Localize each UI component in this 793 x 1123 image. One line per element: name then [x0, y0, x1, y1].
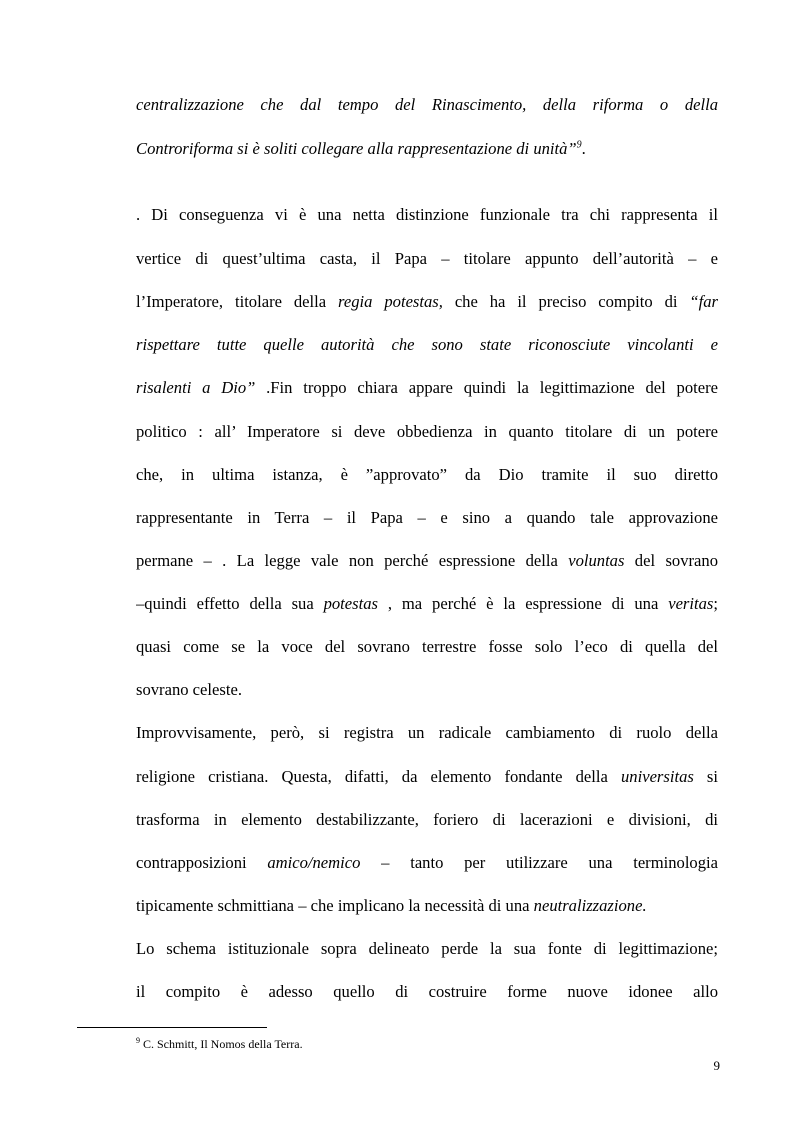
text-span: l’Imperatore, titolare della	[136, 292, 339, 311]
text-span: Lo schema istituzionale sopra delineato perde la sua fonte di legittimazione;	[136, 939, 718, 958]
text-span: politico : all’ Imperatore si deve obbedienza in quanto titolare di un potere	[136, 422, 718, 441]
italic-span: “far	[689, 292, 718, 311]
text-span: –quindi effetto della sua	[136, 594, 324, 613]
body-line	[136, 807, 718, 833]
italic-span: centralizzazione che dal tempo del Rinascimento, della riforma o della	[136, 95, 718, 114]
italic-span: veritas	[668, 594, 714, 613]
text-span: rappresentante in Terra – il Papa – e sino a quando tale approvazione	[136, 508, 718, 527]
italic-span: amico/nemico	[267, 853, 361, 872]
italic-span: regia potestas,	[338, 292, 443, 311]
italic-span: potestas	[323, 594, 378, 613]
text-span: .	[581, 139, 586, 158]
footnote-marker: 9	[136, 1036, 140, 1045]
footnote-separator	[77, 1027, 267, 1028]
text-span: che, in ultima istanza, è ”approvato” da Dio tramite il suo diretto	[136, 465, 718, 484]
text-span: religione cristiana. Questa, difatti, da elemento fondante della	[136, 767, 621, 786]
body-line	[136, 136, 718, 162]
text-span: permane – . La legge vale non perché espressione della	[136, 551, 569, 570]
body-line	[136, 720, 718, 746]
italic-span: rispettare tutte quelle autorità che sono state riconosciute vincolanti e	[136, 335, 718, 354]
italic-span: risalenti a Dio”	[136, 378, 267, 397]
text-span: quasi come se la voce del sovrano terrestre fosse solo l’eco di quella del	[136, 637, 718, 656]
text-span: contrapposizioni	[136, 853, 268, 872]
body-line	[136, 979, 718, 1005]
body-line	[136, 936, 718, 962]
text-span: che ha il preciso compito di	[442, 292, 690, 311]
text-span: .Fin troppo chiara appare quindi la legittimazione del potere	[266, 378, 718, 397]
italic-span: voluntas	[568, 551, 625, 570]
footnote-text: C. Schmitt, Il Nomos della Terra.	[140, 1037, 303, 1051]
body-line	[136, 893, 718, 919]
italic-span: universitas	[621, 767, 694, 786]
text-span: tipicamente schmittiana – che implicano la necessità di una	[136, 896, 534, 915]
text-span: vertice di quest’ultima casta, il Papa – titolare appunto dell’autorità – e	[136, 249, 718, 268]
body-line	[136, 850, 718, 876]
body-line	[136, 591, 718, 617]
body-line	[136, 92, 718, 118]
page-number: 9	[713, 1058, 720, 1073]
text-span: Improvvisamente, però, si registra un radicale cambiamento di ruolo della	[136, 723, 718, 742]
text-span: sovrano celeste.	[136, 680, 242, 699]
body-line	[136, 419, 718, 445]
text-span: il compito è adesso quello di costruire forme nuove idonee allo	[136, 982, 718, 1001]
body-line	[136, 289, 718, 315]
body-line	[136, 677, 718, 703]
text-span: , ma perché è la espressione di una	[377, 594, 669, 613]
text-span: . Di conseguenza vi è una netta distinzione funzionale tra chi rappresenta il	[136, 205, 718, 224]
body-line	[136, 634, 718, 660]
footnote-ref[interactable]: 9	[576, 139, 582, 151]
body-line	[136, 505, 718, 531]
body-line	[136, 246, 718, 272]
italic-span: Controriforma si è soliti collegare alla rappresentazione di unità”	[136, 139, 577, 158]
text-span: del sovrano	[624, 551, 718, 570]
body-line	[136, 375, 718, 401]
footnote	[136, 1036, 303, 1052]
text-span: si	[693, 767, 718, 786]
body-line	[136, 202, 718, 228]
text-span: – tanto per utilizzare una terminologia	[360, 853, 718, 872]
body-line	[136, 462, 718, 488]
text-span: ;	[713, 594, 718, 613]
body-line	[136, 548, 718, 574]
italic-span: neutralizzazione.	[533, 896, 647, 915]
body-line	[136, 764, 718, 790]
text-span: trasforma in elemento destabilizzante, foriero di lacerazioni e divisioni, di	[136, 810, 718, 829]
body-line	[136, 332, 718, 358]
